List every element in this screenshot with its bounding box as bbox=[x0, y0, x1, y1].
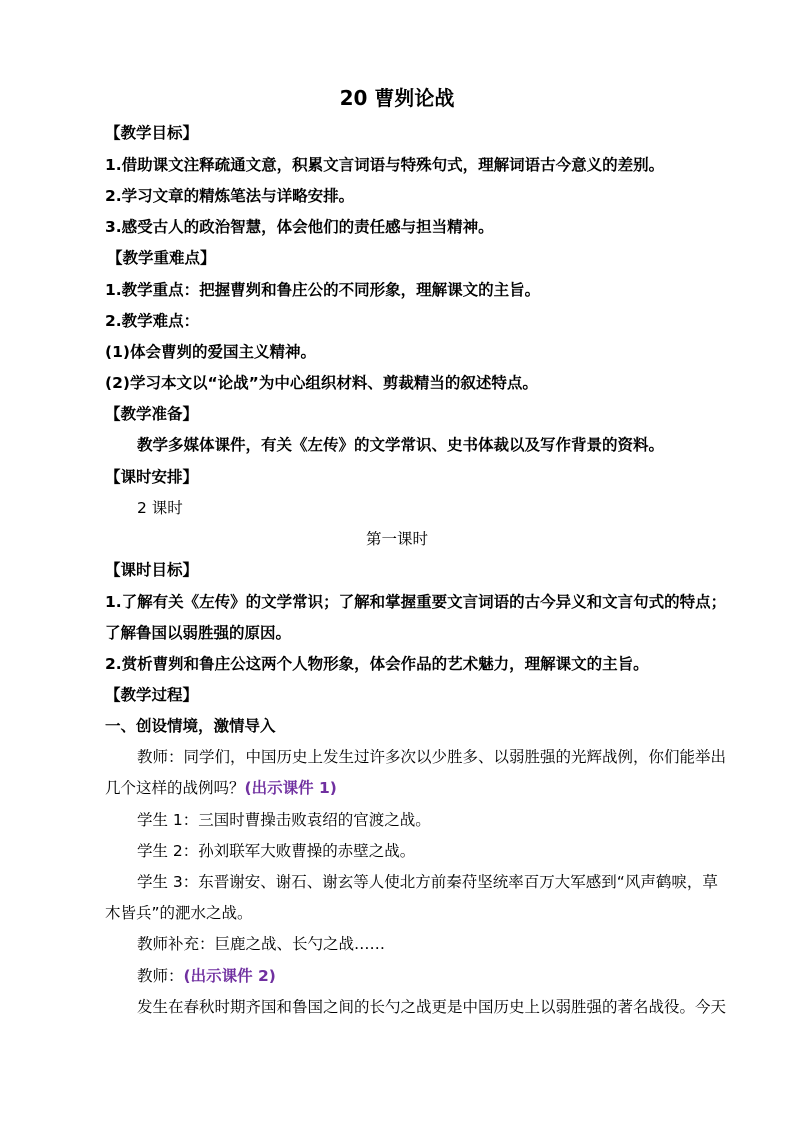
paragraph-line bbox=[105, 777, 337, 799]
paragraph-line: 2.学习文章的精炼笔法与详略安排。 bbox=[105, 187, 355, 205]
paragraph-text: 几个这样的战例吗？ bbox=[105, 779, 245, 797]
paragraph-line: 了解鲁国以弱胜强的原因。 bbox=[105, 624, 292, 642]
paragraph-line: 2 课时 bbox=[137, 499, 183, 517]
paragraph-line: 2.教学难点： bbox=[105, 312, 200, 330]
paragraph-line: 教师补充：巨鹿之战、长勺之战…… bbox=[137, 935, 386, 953]
courseware-note: (出示课件 2) bbox=[183, 967, 276, 985]
subsection-title: 第一课时 bbox=[365, 530, 428, 548]
section-heading: 【教学重难点】 bbox=[107, 249, 216, 267]
document-title: 20 曹刿论战 bbox=[339, 86, 455, 110]
paragraph-line: 2.赏析曹刿和鲁庄公这两个人物形象，体会作品的艺术魅力，理解课文的主旨。 bbox=[105, 655, 649, 673]
paragraph-line: 学生 2：孙刘联军大败曹操的赤壁之战。 bbox=[137, 842, 416, 860]
paragraph-line: 一、创设情境，激情导入 bbox=[105, 717, 276, 735]
paragraph-line: 木皆兵”的淝水之战。 bbox=[105, 904, 253, 922]
paragraph-line: 3.感受古人的政治智慧，体会他们的责任感与担当精神。 bbox=[105, 218, 494, 236]
courseware-note: (出示课件 1) bbox=[244, 779, 337, 797]
paragraph-line: (1)体会曹刿的爱国主义精神。 bbox=[105, 343, 316, 361]
paragraph-line: 1.了解有关《左传》的文学常识；了解和掌握重要文言词语的古今异义和文言句式的特点； bbox=[105, 593, 727, 611]
section-heading: 【教学过程】 bbox=[105, 686, 199, 704]
paragraph-line: 教师：同学们，中国历史上发生过许多次以少胜多、以弱胜强的光辉战例，你们能举出 bbox=[137, 748, 727, 766]
section-heading: 【教学准备】 bbox=[105, 405, 199, 423]
paragraph-line: 学生 3：东晋谢安、谢石、谢玄等人使北方前秦苻坚统率百万大军感到“风声鹤唳，草 bbox=[137, 873, 718, 891]
paragraph-text: 教师： bbox=[137, 967, 184, 985]
paragraph-line: 1.借助课文注释疏通文意，积累文言词语与特殊句式，理解词语古今意义的差别。 bbox=[105, 156, 665, 174]
section-heading: 【教学目标】 bbox=[105, 124, 199, 142]
paragraph-line: 1.教学重点：把握曹刿和鲁庄公的不同形象，理解课文的主旨。 bbox=[105, 281, 541, 299]
paragraph-line: 学生 1：三国时曹操击败袁绍的官渡之战。 bbox=[137, 811, 431, 829]
paragraph-line: (2)学习本文以“论战”为中心组织材料、剪裁精当的叙述特点。 bbox=[105, 374, 538, 392]
paragraph-line: 教学多媒体课件，有关《左传》的文学常识、史书体裁以及写作背景的资料。 bbox=[137, 436, 665, 454]
section-heading: 【课时安排】 bbox=[105, 468, 199, 486]
paragraph-line bbox=[137, 965, 276, 987]
paragraph-line: 发生在春秋时期齐国和鲁国之间的长勺之战更是中国历史上以弱胜强的著名战役。今天 bbox=[137, 998, 727, 1016]
section-heading: 【课时目标】 bbox=[105, 561, 199, 579]
